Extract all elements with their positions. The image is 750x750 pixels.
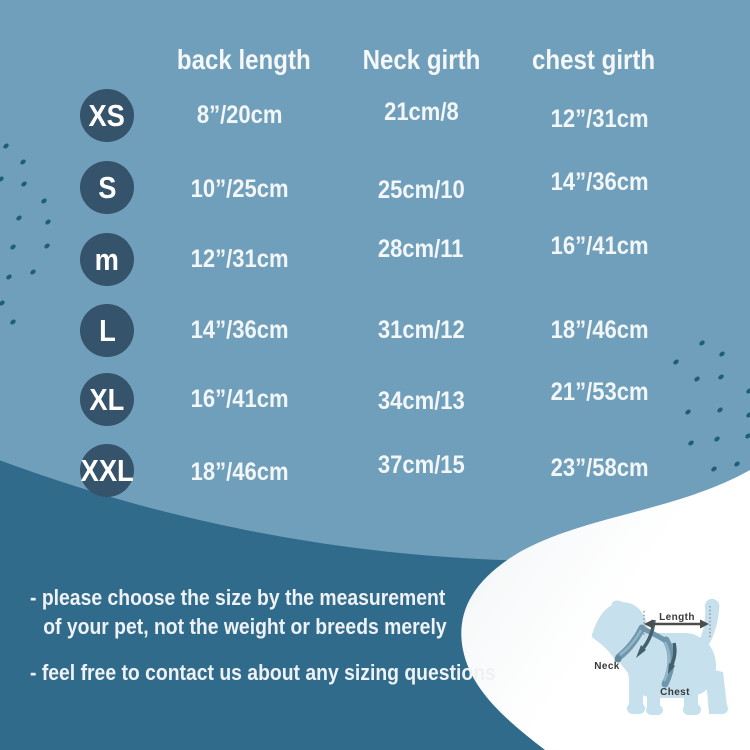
cell-neck-girth: 34cm/13: [377, 387, 465, 415]
length-label: Length: [659, 612, 695, 623]
cell-back-length: 8”/20cm: [197, 101, 283, 129]
sizing-note-1-line-2: of your pet, not the weight or breeds merely: [43, 614, 447, 639]
column-header-back-length: back length: [177, 44, 311, 75]
cell-chest-girth: 16”/41cm: [551, 232, 649, 260]
size-badge-label: L: [98, 312, 116, 348]
size-badge: [80, 444, 134, 497]
cell-back-length: 12”/31cm: [191, 245, 289, 273]
cell-back-length: 10”/25cm: [191, 175, 289, 203]
size-badge: [80, 233, 134, 286]
cell-chest-girth: 12”/31cm: [551, 105, 649, 133]
table-row: [0, 444, 750, 497]
size-badge-label: m: [94, 241, 120, 277]
column-header-neck-girth: Neck girth: [362, 44, 480, 75]
table-row: [0, 304, 750, 357]
neck-label: Neck: [594, 661, 620, 672]
table-row: [0, 161, 750, 214]
cell-back-length: 18”/46cm: [191, 458, 289, 486]
size-badge-label: XXL: [80, 452, 134, 488]
cell-neck-girth: 37cm/15: [377, 451, 465, 479]
column-header-chest-girth: chest girth: [532, 44, 656, 75]
cell-back-length: 16”/41cm: [191, 385, 289, 413]
sizing-note-2: - feel free to contact us about any sizing questions: [30, 660, 496, 685]
cell-chest-girth: 18”/46cm: [551, 316, 649, 344]
chest-label: Chest: [660, 687, 690, 698]
cell-neck-girth: 21cm/8: [383, 98, 459, 126]
size-badge: [80, 304, 134, 357]
table-row: [0, 373, 750, 426]
size-badge: [80, 373, 134, 426]
cell-chest-girth: 23”/58cm: [551, 454, 649, 482]
size-badge-label: S: [97, 169, 117, 205]
cell-neck-girth: 31cm/12: [377, 316, 465, 344]
size-badge: [80, 161, 134, 214]
size-badge: [80, 89, 134, 142]
cell-chest-girth: 21”/53cm: [551, 378, 649, 406]
sizing-note-1: [30, 583, 447, 641]
size-badge-label: XS: [88, 97, 126, 133]
cell-chest-girth: 14”/36cm: [551, 168, 649, 196]
cell-neck-girth: 25cm/10: [377, 176, 465, 204]
cell-neck-girth: 28cm/11: [378, 235, 464, 263]
sizing-note-1-line-1: - please choose the size by the measurement: [30, 585, 446, 610]
table-row: [0, 233, 750, 286]
cell-back-length: 14”/36cm: [191, 316, 289, 344]
table-row: [0, 89, 750, 142]
size-badge-label: XL: [89, 381, 125, 417]
